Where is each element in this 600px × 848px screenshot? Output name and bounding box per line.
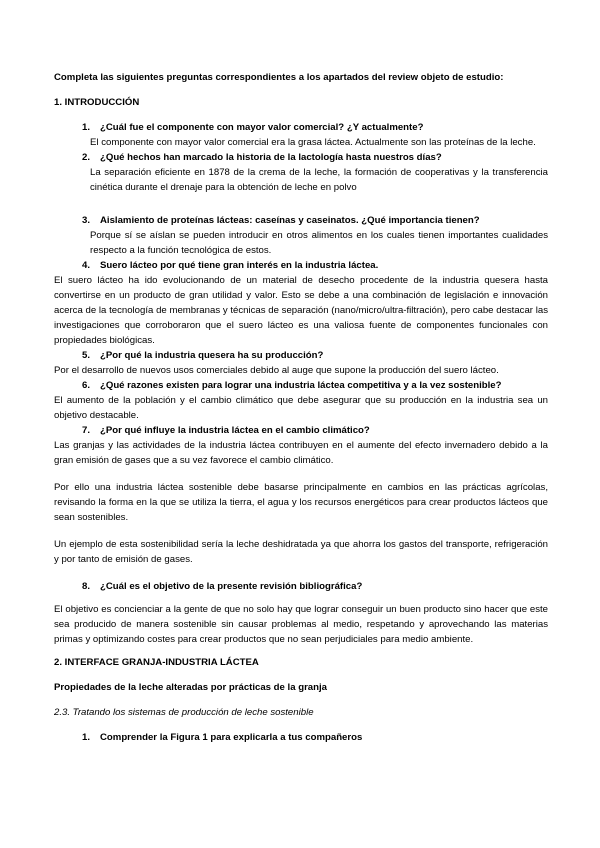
answer-8: El objetivo es concienciar a la gente de que no solo hay que lograr conseguir un buen producto sino hacer que este sea producido de manera sostenible sin causar problemas al medio, respetando y aprovechando las materias primas y optimizando costes para crear productos que no sean perjudiciales para medio ambiente. xyxy=(54,604,548,645)
question-number: 1. xyxy=(81,732,90,743)
question-text: ¿Cuál es el objetivo de la presente revisión bibliográfica? xyxy=(100,581,363,592)
instructions: Completa las siguientes preguntas correspondientes a los apartados del review objeto de estudio: xyxy=(54,72,504,83)
subsection-title: 2.3. Tratando los sistemas de producción de leche sostenible xyxy=(54,707,314,718)
question-number: 8. xyxy=(81,581,90,592)
question-number: 6. xyxy=(81,380,90,391)
question-3 xyxy=(54,213,548,228)
question-text: Aislamiento de proteínas lácteas: caseínas y caseinatos. ¿Qué importancia tienen? xyxy=(100,215,480,226)
question-4 xyxy=(54,258,548,273)
question-figure xyxy=(54,730,548,745)
question-number: 3. xyxy=(81,215,90,226)
answer-3: Porque sí se aíslan se pueden introducir en otros alimentos en los cuales tienen importantes cualidades respecto a la función tecnológica de estos. xyxy=(90,230,548,256)
question-1 xyxy=(54,120,548,135)
answer-7-paragraph-2: Por ello una industria láctea sostenible debe basarse principalmente en cambios en las prácticas agrícolas, revisando la forma en la que se utiliza la tierra, el agua y los recursos energéticos para crear productos lácteos que sean sostenibles. xyxy=(54,482,548,523)
question-text: ¿Por qué influye la industria láctea en el cambio climático? xyxy=(100,425,370,436)
question-8 xyxy=(54,579,548,594)
question-text: Suero lácteo por qué tiene gran interés en la industria láctea. xyxy=(100,260,379,271)
document-page xyxy=(54,70,548,745)
answer-7-paragraph-3: Un ejemplo de esta sostenibilidad sería la leche deshidratada ya que ahorra los gastos del transporte, refrigeración y por tanto de emisión de gases. xyxy=(54,539,548,565)
answer-1: El componente con mayor valor comercial era la grasa láctea. Actualmente son las proteínas de la leche. xyxy=(90,137,536,148)
answer-5: Por el desarrollo de nuevos usos comerciales debido al auge que supone la producción del suero lácteo. xyxy=(54,365,499,376)
subheading: Propiedades de la leche alteradas por prácticas de la granja xyxy=(54,682,328,693)
question-text: Comprender la Figura 1 para explicarla a tus compañeros xyxy=(100,732,363,743)
question-number: 1. xyxy=(81,122,90,133)
question-text: ¿Qué razones existen para lograr una industria láctea competitiva y a la vez sostenible? xyxy=(100,380,502,391)
answer-2: La separación eficiente en 1878 de la crema de la leche, la formación de cooperativas y la transferencia cinética durante el drenaje para la obtención de leche en polvo xyxy=(90,167,548,193)
answer-4: El suero lácteo ha ido evolucionando de un material de desecho procedente de la industria quesera hasta convertirse en un producto de gran utilidad y valor. Esto se debe a una combinación de legislación e innovación acerca de la tecnología de membranas y técnicas de separación (nano/micro/ultra-filtración), pero cabe destacar las investigaciones que corroboraron que el suero lácteo es una valiosa fuente de componentes funcionales con propiedades biológicas. xyxy=(54,275,548,346)
answer-6: El aumento de la población y el cambio climático que debe asegurar que su producción en la industria sea un objetivo destacable. xyxy=(54,395,548,421)
section-heading-interface: 2. INTERFACE GRANJA-INDUSTRIA LÁCTEA xyxy=(54,657,259,668)
question-text: ¿Cuál fue el componente con mayor valor comercial? ¿Y actualmente? xyxy=(100,122,424,133)
question-text: ¿Qué hechos han marcado la historia de la lactología hasta nuestros días? xyxy=(100,152,442,163)
question-text: ¿Por qué la industria quesera ha su producción? xyxy=(100,350,324,361)
question-number: 2. xyxy=(81,152,90,163)
question-6 xyxy=(54,378,548,393)
question-2 xyxy=(54,150,548,165)
question-5 xyxy=(54,348,548,363)
section-heading-intro: 1. INTRODUCCIÓN xyxy=(54,97,140,108)
answer-7: Las granjas y las actividades de la industria láctea contribuyen en el aumente del efecto invernadero debido a la gran emisión de gases que a su vez favorece el cambio climático. xyxy=(54,440,548,466)
question-7 xyxy=(54,423,548,438)
question-number: 5. xyxy=(81,350,90,361)
question-number: 4. xyxy=(81,260,90,271)
question-number: 7. xyxy=(81,425,90,436)
